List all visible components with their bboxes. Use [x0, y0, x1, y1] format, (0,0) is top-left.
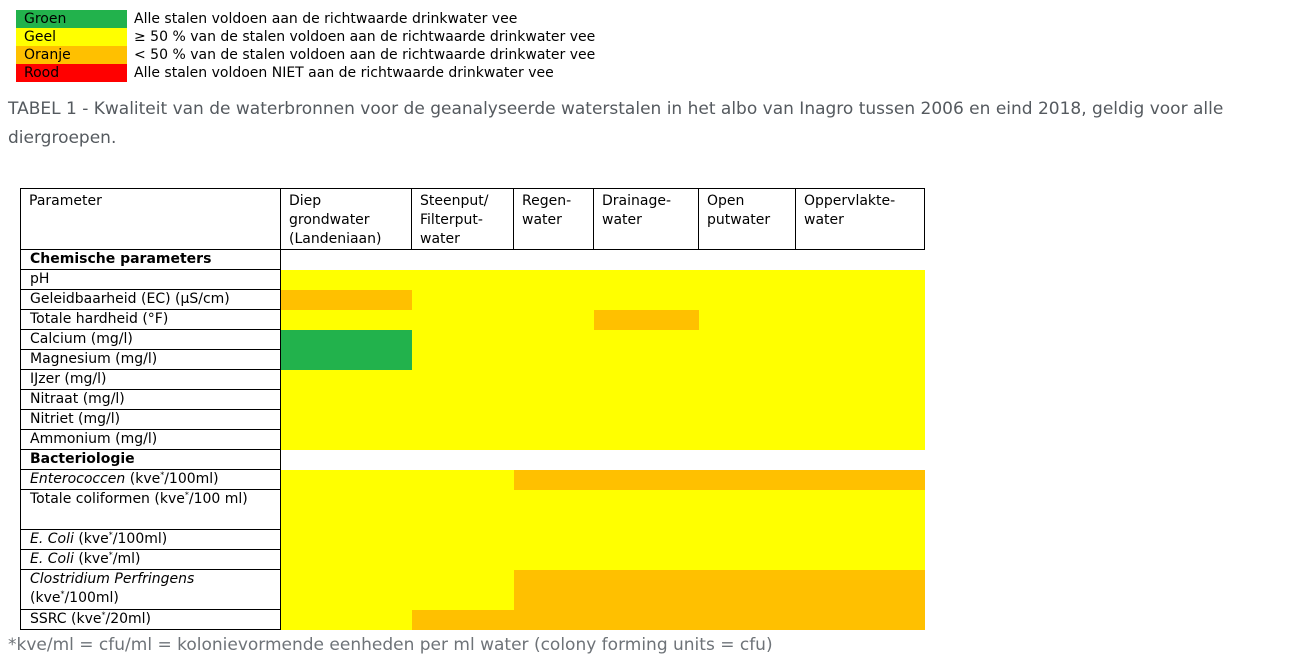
parameter-unit: /100ml)	[112, 531, 168, 547]
table-row	[21, 370, 925, 390]
parameter-name: (kve	[30, 590, 61, 606]
section-row	[21, 250, 925, 270]
quality-cell	[281, 270, 412, 290]
quality-cell	[699, 350, 796, 370]
table-row	[21, 330, 925, 350]
quality-cell	[514, 470, 594, 490]
parameter-unit: /20ml)	[105, 611, 152, 627]
quality-cell	[699, 550, 796, 570]
quality-cell	[514, 310, 594, 330]
legend-text: < 50 % van de stalen voldoen aan de richtwaarde drinkwater vee	[134, 47, 596, 63]
parameter-label: Calcium (mg/l)	[21, 330, 281, 350]
quality-cell	[412, 350, 514, 370]
quality-cell	[412, 390, 514, 410]
quality-cell	[281, 570, 412, 610]
column-header-line: water	[522, 212, 562, 228]
quality-cell	[281, 530, 412, 550]
quality-cell	[699, 390, 796, 410]
parameter-name-italic: E. Coli	[30, 551, 74, 567]
quality-cell	[412, 430, 514, 450]
table-row	[21, 310, 925, 330]
table-row	[21, 610, 925, 630]
parameter-name: (kve	[73, 551, 109, 567]
parameter-label	[21, 470, 281, 490]
column-header	[796, 189, 925, 250]
quality-cell	[699, 330, 796, 350]
column-header-line: Regen-	[522, 193, 572, 209]
table-row	[21, 430, 925, 450]
quality-cell	[281, 610, 412, 630]
legend-text: Alle stalen voldoen aan de richtwaarde drinkwater vee	[134, 11, 518, 27]
table-row	[21, 570, 925, 610]
column-header-line: Steenput/	[420, 193, 489, 209]
quality-cell	[281, 430, 412, 450]
quality-cell	[281, 310, 412, 330]
quality-cell	[514, 410, 594, 430]
parameter-name: (kve	[125, 471, 161, 487]
quality-cell	[514, 390, 594, 410]
quality-cell	[699, 410, 796, 430]
legend-swatch: Geel	[16, 28, 127, 46]
quality-cell	[594, 290, 699, 310]
quality-cell	[594, 550, 699, 570]
footnote-marker: *	[108, 530, 113, 540]
quality-cell	[594, 310, 699, 330]
parameter-label: Magnesium (mg/l)	[21, 350, 281, 370]
section-label: Chemische parameters	[21, 250, 281, 270]
column-header-line: water	[420, 231, 460, 247]
quality-cell	[594, 270, 699, 290]
column-header	[514, 189, 594, 250]
quality-cell	[594, 350, 699, 370]
quality-cell	[281, 390, 412, 410]
parameter-label: Nitriet (mg/l)	[21, 410, 281, 430]
quality-cell	[412, 550, 514, 570]
parameter-label	[21, 530, 281, 550]
quality-cell	[281, 350, 412, 370]
footnote-marker: *	[108, 550, 113, 560]
quality-cell	[594, 330, 699, 350]
quality-cell	[514, 270, 594, 290]
quality-cell	[699, 490, 796, 530]
parameter-label: Nitraat (mg/l)	[21, 390, 281, 410]
quality-cell	[281, 370, 412, 390]
column-header	[412, 189, 514, 250]
section-blank	[281, 450, 925, 470]
quality-cell	[281, 410, 412, 430]
quality-cell	[699, 430, 796, 450]
quality-cell	[699, 370, 796, 390]
quality-cell	[796, 530, 925, 550]
parameter-label: Totale hardheid (°F)	[21, 310, 281, 330]
column-header-line: Open	[707, 193, 745, 209]
table-row	[21, 410, 925, 430]
quality-cell	[699, 470, 796, 490]
column-header	[594, 189, 699, 250]
quality-cell	[412, 570, 514, 610]
quality-cell	[514, 490, 594, 530]
table-header-row	[21, 189, 925, 250]
quality-cell	[514, 550, 594, 570]
parameter-unit: /100 ml)	[188, 491, 248, 507]
quality-cell	[796, 410, 925, 430]
column-header-line: grondwater	[289, 212, 370, 228]
parameter-label	[21, 550, 281, 570]
quality-cell	[699, 270, 796, 290]
parameter-name-italic: E. Coli	[30, 531, 74, 547]
legend-swatch: Oranje	[16, 46, 127, 64]
quality-cell	[796, 570, 925, 610]
quality-cell	[412, 530, 514, 550]
column-header	[699, 189, 796, 250]
quality-cell	[594, 390, 699, 410]
quality-cell	[412, 370, 514, 390]
quality-cell	[796, 270, 925, 290]
quality-cell	[796, 370, 925, 390]
column-header-line: Diep	[289, 193, 322, 209]
quality-cell	[796, 350, 925, 370]
color-legend	[16, 10, 595, 82]
quality-cell	[281, 470, 412, 490]
quality-cell	[699, 310, 796, 330]
parameter-name-italic: Clostridium Perfringens	[30, 571, 195, 587]
table-row	[21, 270, 925, 290]
quality-cell	[796, 310, 925, 330]
parameter-label	[21, 610, 281, 630]
quality-cell	[594, 490, 699, 530]
quality-cell	[796, 430, 925, 450]
quality-cell	[594, 470, 699, 490]
quality-cell	[796, 470, 925, 490]
quality-cell	[699, 610, 796, 630]
legend-item	[16, 46, 595, 64]
column-header-line: (Landeniaan)	[289, 231, 382, 247]
column-header-line: water	[804, 212, 844, 228]
footnote-marker: *	[60, 589, 65, 599]
quality-cell	[514, 330, 594, 350]
quality-cell	[796, 610, 925, 630]
table-row	[21, 390, 925, 410]
parameter-name: SSRC (kve	[30, 611, 102, 627]
table-row	[21, 470, 925, 490]
quality-cell	[412, 610, 514, 630]
table-row	[21, 290, 925, 310]
column-header	[281, 189, 412, 250]
parameter-label	[21, 570, 281, 610]
quality-cell	[796, 550, 925, 570]
parameter-label: Ammonium (mg/l)	[21, 430, 281, 450]
quality-cell	[699, 570, 796, 610]
footnote-marker: *	[184, 490, 189, 500]
quality-cell	[594, 430, 699, 450]
quality-cell	[281, 330, 412, 350]
quality-cell	[594, 370, 699, 390]
column-header-line: Parameter	[29, 193, 102, 209]
parameter-name: Totale coliformen (kve	[30, 491, 185, 507]
column-header-line: Filterput-	[420, 212, 483, 228]
legend-item	[16, 10, 595, 28]
quality-cell	[281, 490, 412, 530]
section-blank	[281, 250, 925, 270]
quality-cell	[699, 290, 796, 310]
parameter-label: Geleidbaarheid (EC) (µS/cm)	[21, 290, 281, 310]
parameter-label: IJzer (mg/l)	[21, 370, 281, 390]
parameter-name: (kve	[73, 531, 109, 547]
quality-cell	[699, 530, 796, 550]
parameter-unit: /100ml)	[164, 471, 219, 487]
table-row	[21, 490, 925, 530]
legend-swatch: Groen	[16, 10, 127, 28]
table-row	[21, 350, 925, 370]
quality-cell	[514, 370, 594, 390]
quality-cell	[412, 470, 514, 490]
quality-cell	[796, 290, 925, 310]
quality-cell	[412, 290, 514, 310]
quality-cell	[514, 570, 594, 610]
quality-cell	[412, 270, 514, 290]
column-header-parameter	[21, 189, 281, 250]
legend-text: ≥ 50 % van de stalen voldoen aan de richtwaarde drinkwater vee	[134, 29, 596, 45]
quality-cell	[281, 290, 412, 310]
column-header-line: water	[602, 212, 642, 228]
quality-cell	[412, 410, 514, 430]
parameter-label: pH	[21, 270, 281, 290]
table-row	[21, 530, 925, 550]
column-header-line: Oppervlakte-	[804, 193, 896, 209]
legend-item	[16, 64, 595, 82]
quality-cell	[514, 290, 594, 310]
parameter-label	[21, 490, 281, 530]
water-quality-table	[20, 188, 925, 630]
footnote: *kve/ml = cfu/ml = kolonievormende eenheden per ml water (colony forming units = cfu)	[8, 635, 773, 655]
footnote-marker: *	[101, 610, 106, 620]
quality-cell	[514, 430, 594, 450]
quality-cell	[412, 310, 514, 330]
quality-cell	[412, 330, 514, 350]
table-row	[21, 550, 925, 570]
quality-cell	[281, 550, 412, 570]
quality-cell	[594, 610, 699, 630]
quality-cell	[514, 350, 594, 370]
quality-cell	[594, 570, 699, 610]
quality-cell	[796, 330, 925, 350]
quality-cell	[796, 490, 925, 530]
footnote-marker: *	[160, 470, 165, 480]
legend-text: Alle stalen voldoen NIET aan de richtwaarde drinkwater vee	[134, 65, 554, 81]
column-header-line: putwater	[707, 212, 771, 228]
column-header-line: Drainage-	[602, 193, 672, 209]
quality-cell	[594, 410, 699, 430]
parameter-name-italic: Enterococcen	[30, 471, 126, 487]
section-label: Bacteriologie	[21, 450, 281, 470]
quality-cell	[514, 610, 594, 630]
legend-item	[16, 28, 595, 46]
parameter-unit: /100ml)	[64, 590, 119, 606]
legend-swatch: Rood	[16, 64, 127, 82]
section-row	[21, 450, 925, 470]
table-caption: TABEL 1 - Kwaliteit van de waterbronnen voor de geanalyseerde waterstalen in het albo van Inagro tussen 2006 en eind 2018, geldig voor alle diergroepen.	[8, 99, 1224, 148]
quality-cell	[796, 390, 925, 410]
quality-cell	[594, 530, 699, 550]
quality-cell	[412, 490, 514, 530]
quality-cell	[514, 530, 594, 550]
parameter-unit: /ml)	[112, 551, 141, 567]
